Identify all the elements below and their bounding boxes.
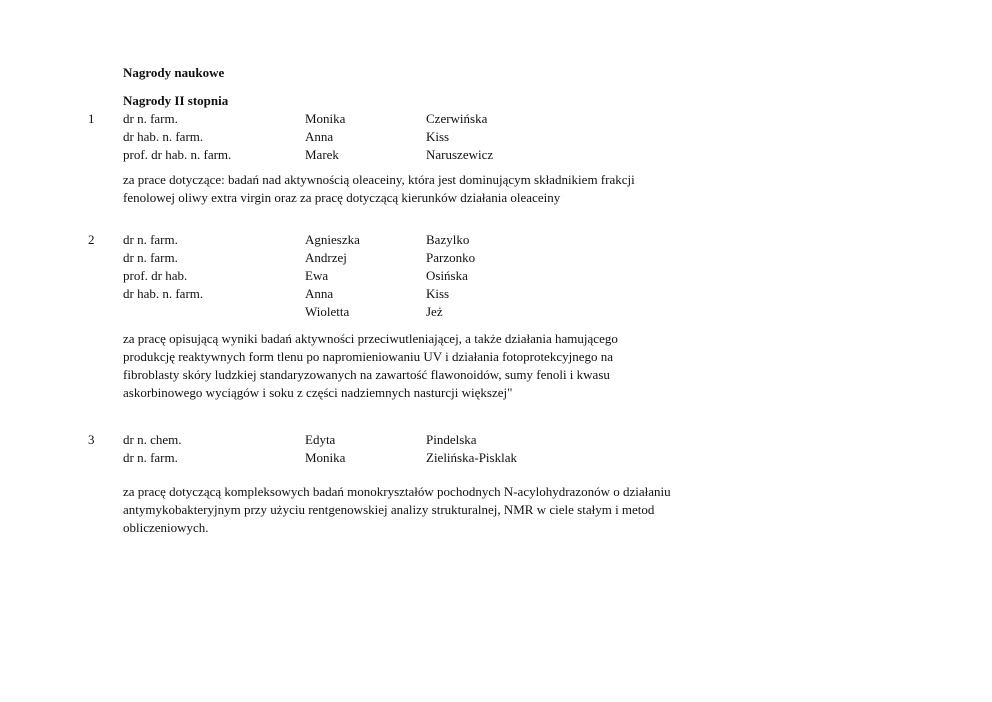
award-description: za pracę opisującą wyniki badań aktywności przeciwutleniającej, a także działania hamującego produkcję reaktywnych form tlenu po napromieniowaniu UV i działania fotoprotekcyjnego na fibroblasty skóry ludzkiej standaryzowanych na zawartość flawonoidów, sumy fenoli i kwasu askorbinowego wyciągów i soku z części nadziemnych nasturcji większej" <box>123 331 618 400</box>
award-description: za prace dotyczące: badań nad aktywnością oleaceiny, która jest dominującym składnikiem frakcji fenolowej oliwy extra virgin oraz za pracę dotyczącą kierunków działania oleaceiny <box>123 172 635 205</box>
section-subheading: Nagrody II stopnia <box>123 93 229 108</box>
person-first-name: Andrzej <box>305 250 347 265</box>
person-first-name: Marek <box>305 147 339 162</box>
person-first-name: Anna <box>305 129 334 144</box>
person-last-name: Jeż <box>426 304 443 319</box>
person-first-name: Agnieszka <box>305 232 360 247</box>
person-last-name: Parzonko <box>426 250 476 265</box>
person-first-name: Wioletta <box>305 304 350 319</box>
person-last-name: Osińska <box>426 268 468 283</box>
person-first-name: Anna <box>305 286 334 301</box>
person-last-name: Czerwińska <box>426 111 488 126</box>
person-last-name: Kiss <box>426 129 450 144</box>
person-last-name: Pindelska <box>426 432 477 447</box>
person-title: dr n. farm. <box>123 250 178 265</box>
person-title: prof. dr hab. <box>123 268 188 283</box>
person-last-name: Zielińska-Pisklak <box>426 450 517 465</box>
person-first-name: Monika <box>305 450 346 465</box>
person-first-name: Edyta <box>305 432 336 447</box>
award-description: za pracę dotyczącą kompleksowych badań monokryształów pochodnych N-acylohydrazonów o działaniu antymykobakteryjnym przy użyciu rentgenowskiej analizy strukturalnej, NMR w ciele stałym i metod obliczeniowych. <box>123 484 671 535</box>
award-number: 1 <box>88 111 95 126</box>
person-title: dr n. chem. <box>123 432 182 447</box>
person-last-name: Bazylko <box>426 232 470 247</box>
person-title: dr n. farm. <box>123 450 178 465</box>
person-first-name: Monika <box>305 111 346 126</box>
award-number: 2 <box>88 232 95 247</box>
person-first-name: Ewa <box>305 268 329 283</box>
person-title: dr hab. n. farm. <box>123 286 204 301</box>
person-title: prof. dr hab. n. farm. <box>123 147 232 162</box>
award-number: 3 <box>88 432 95 447</box>
page-heading: Nagrody naukowe <box>123 65 225 80</box>
person-last-name: Kiss <box>426 286 450 301</box>
person-title: dr n. farm. <box>123 232 178 247</box>
person-title: dr hab. n. farm. <box>123 129 204 144</box>
person-title: dr n. farm. <box>123 111 178 126</box>
person-last-name: Naruszewicz <box>426 147 494 162</box>
